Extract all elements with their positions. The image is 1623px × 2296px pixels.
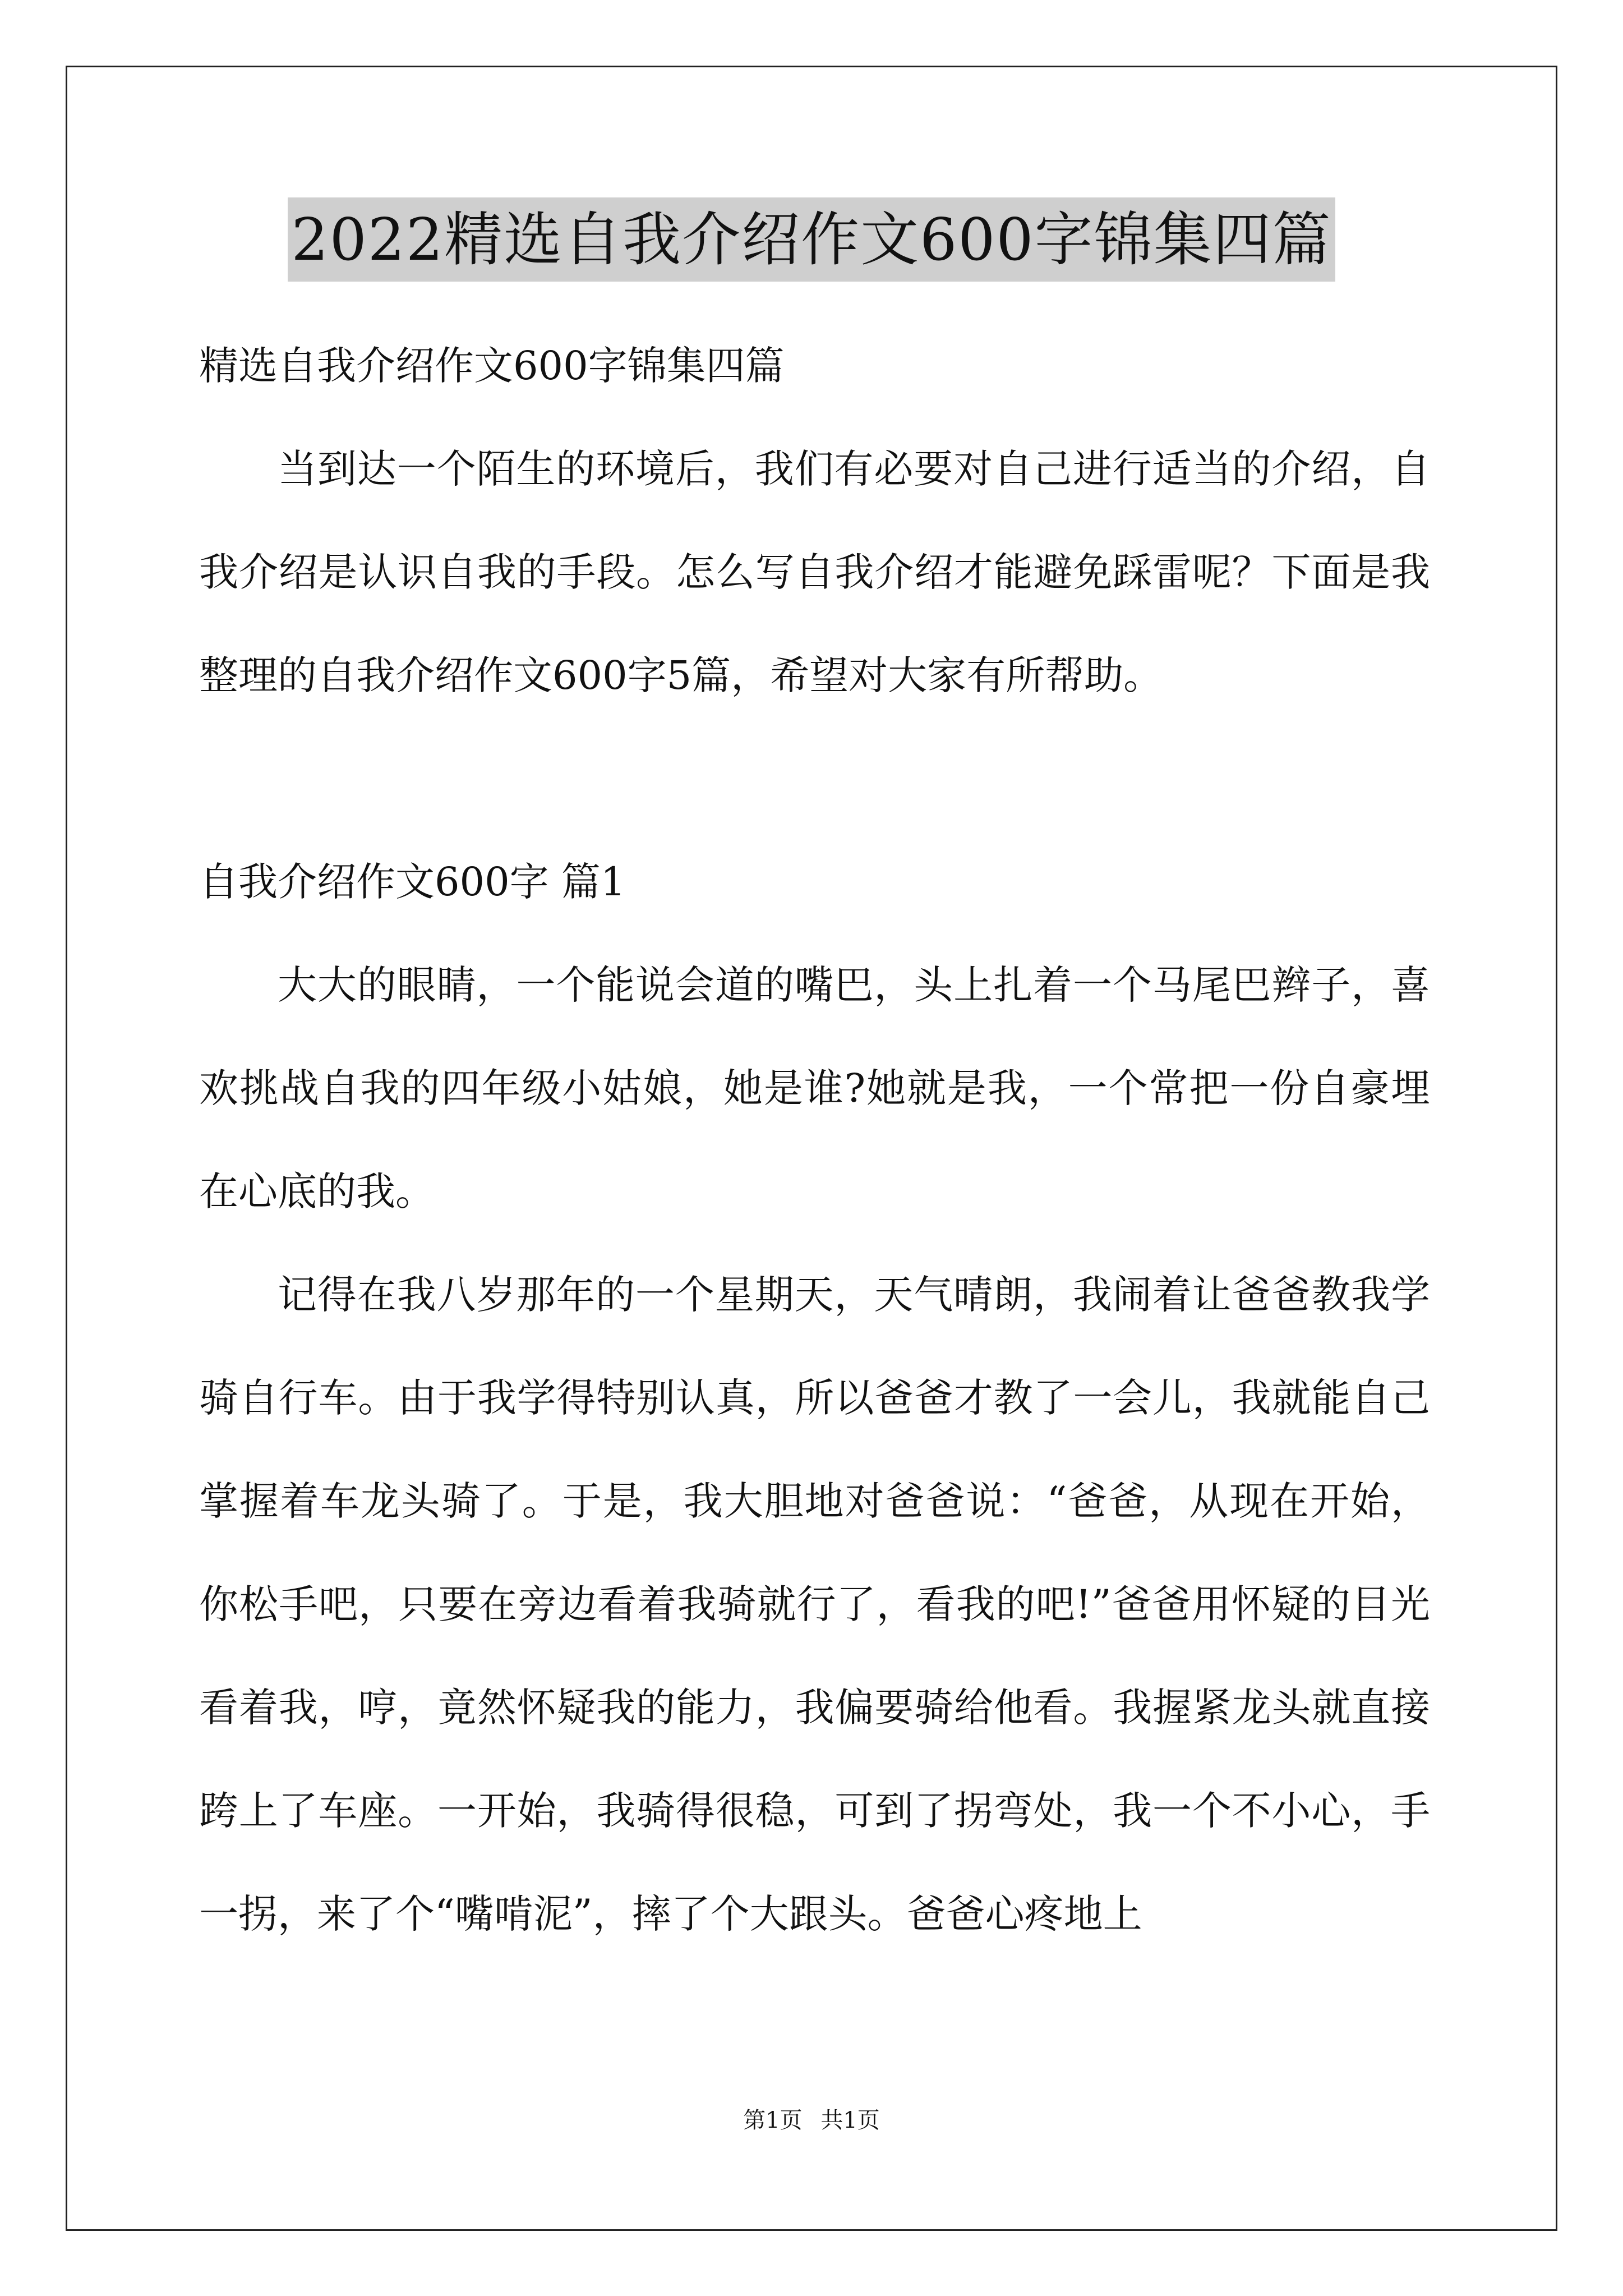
document-title: 2022精选自我介绍作文600字锦集四篇 <box>288 197 1335 282</box>
document-subtitle: 精选自我介绍作文600字锦集四篇 <box>199 343 785 389</box>
body-paragraph-1: 大大的眼睛，一个能说会道的嘴巴，头上扎着一个马尾巴辫子，喜欢挑战自我的四年级小姑娘，她是谁?她就是我，一个常把一份自豪埋在心底的我。 <box>199 962 1430 1214</box>
page-footer <box>0 2104 1623 2137</box>
page-total: 共1页 <box>820 2108 880 2133</box>
intro-paragraph: 当到达一个陌生的环境后，我们有必要对自己进行适当的介绍，自我介绍是认识自我的手段。怎么写自我介绍才能避免踩雷呢？下面是我整理的自我介绍作文600字5篇，希望对大家有所帮助。 <box>199 446 1430 698</box>
body-paragraph-2: 记得在我八岁那年的一个星期天，天气晴朗，我闹着让爸爸教我学骑自行车。由于我学得特别认真，所以爸爸才教了一会儿，我就能自己掌握着车龙头骑了。于是，我大胆地对爸爸说：“爸爸，从现在开始，你松手吧，只要在旁边看着我骑就行了，看我的吧!”爸爸用怀疑的目光看着我，哼，竟然怀疑我的能力，我偏要骑给他看。我握紧龙头就直接跨上了车座。一开始，我骑得很稳，可到了拐弯处，我一个不小心，手一拐，来了个“嘴啃泥”，摔了个大跟头。爸爸心疼地上 <box>199 1272 1430 1937</box>
section-heading: 自我介绍作文600字 篇1 <box>199 859 626 905</box>
title-container <box>0 197 1623 282</box>
document-body <box>199 314 1430 1966</box>
spacer <box>199 727 1430 830</box>
page-number: 第1页 <box>743 2108 803 2133</box>
